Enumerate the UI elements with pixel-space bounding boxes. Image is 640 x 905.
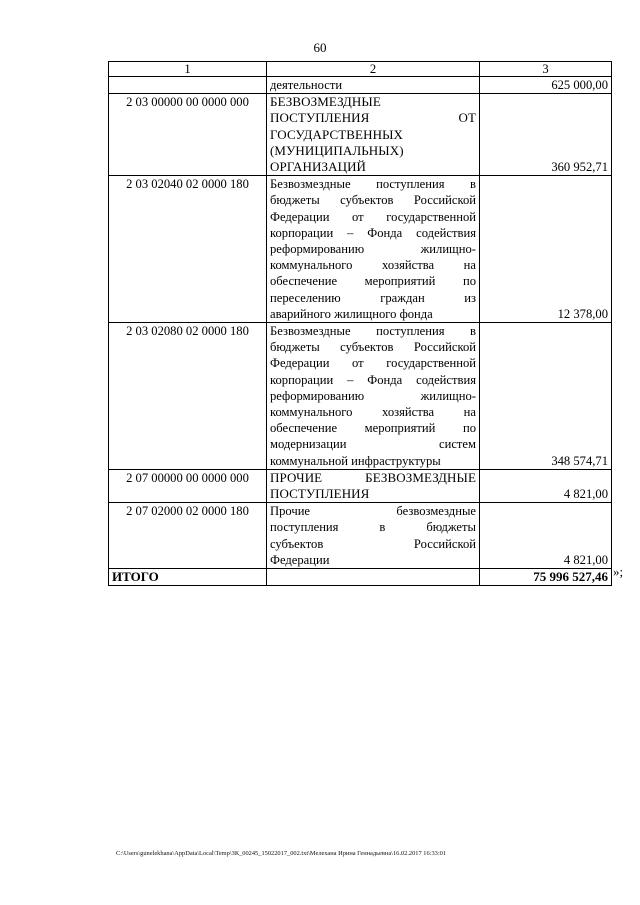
description-line: ПОСТУПЛЕНИЯ — [270, 486, 370, 502]
description-line: Федерации — [270, 552, 330, 567]
description-line: Федерации от государственной — [270, 356, 476, 371]
table-row — [109, 176, 612, 323]
description-line: коммунального хозяйства на — [270, 405, 476, 420]
description-line: коммунальной инфраструктуры — [270, 453, 441, 468]
amount-value: 348 574,71 — [480, 323, 612, 470]
description-line: ПРОЧИЕ БЕЗВОЗМЕЗДНЫЕ — [270, 469, 476, 485]
description-line: субъектов Российской — [270, 536, 476, 551]
amount-value: 625 000,00 — [480, 77, 612, 94]
description-line: Безвозмездные поступления в — [270, 324, 476, 339]
column-header-2: 2 — [267, 62, 480, 77]
budget-code: 2 03 02080 02 0000 180 — [109, 323, 267, 470]
description-line: ГОСУДАРСТВЕННЫХ — [270, 126, 403, 142]
amount-value: 360 952,71 — [480, 94, 612, 176]
closing-quote-mark: »; — [613, 564, 624, 579]
total-label: ИТОГО — [109, 569, 267, 586]
description-line: Федерации от государственной — [270, 209, 476, 224]
revenue-table — [108, 61, 612, 586]
budget-code: 2 03 02040 02 0000 180 — [109, 176, 267, 323]
column-header-1: 1 — [109, 62, 267, 77]
description-line: аварийного жилищного фонда — [270, 306, 433, 321]
total-row — [109, 569, 612, 586]
description-line: (МУНИЦИПАЛЬНЫХ) — [270, 142, 404, 158]
description-line: ОРГАНИЗАЦИЙ — [270, 159, 367, 175]
revenue-description — [267, 77, 480, 94]
amount-value: 4 821,00 — [480, 469, 612, 502]
amount-value: 4 821,00 — [480, 503, 612, 569]
description-line: Прочие безвозмездные — [270, 504, 476, 519]
total-amount: 75 996 527,46 — [480, 569, 612, 586]
description-line: БЕЗВОЗМЕЗДНЫЕ — [270, 94, 381, 110]
total-empty-cell — [267, 569, 480, 586]
description-line: реформированию жилищно- — [270, 242, 476, 257]
description-line: обеспечение мероприятий по — [270, 421, 476, 436]
column-header-3: 3 — [480, 62, 612, 77]
header-row — [109, 62, 612, 77]
description-line: обеспечение мероприятий по — [270, 274, 476, 289]
revenue-description — [267, 503, 480, 569]
budget-code: 2 07 02000 02 0000 180 — [109, 503, 267, 569]
description-line: модернизации систем — [270, 437, 476, 452]
budget-code: 2 07 00000 00 0000 000 — [109, 469, 267, 502]
revenue-description — [267, 469, 480, 502]
page-number: 60 — [313, 40, 327, 55]
amount-value: 12 378,00 — [480, 176, 612, 323]
budget-code: 2 03 00000 00 0000 000 — [109, 94, 267, 176]
description-line: переселению граждан из — [270, 290, 476, 305]
description-line: корпорации – Фонда содействия — [270, 372, 476, 387]
description-line: поступления в бюджеты — [270, 520, 476, 535]
description-line: ПОСТУПЛЕНИЯ ОТ — [270, 110, 476, 126]
description-line: коммунального хозяйства на — [270, 258, 476, 273]
description-line: Безвозмездные поступления в — [270, 177, 476, 192]
revenue-description — [267, 94, 480, 176]
table-row — [109, 94, 612, 176]
table-row — [109, 503, 612, 569]
budget-code — [109, 77, 267, 94]
revenue-description — [267, 176, 480, 323]
file-path-footer: C:\Users\gunelekhana\AppData\Local\Temp\ЗК_00245_15022017_002.txt\Мелехана Ирина Геннадьевна\16.02.2017 16:33:01 — [116, 850, 447, 857]
revenue-description — [267, 323, 480, 470]
table-row — [109, 77, 612, 94]
description-line: бюджеты субъектов Российской — [270, 340, 476, 355]
description-line: деятельности — [270, 78, 343, 92]
description-line: корпорации – Фонда содействия — [270, 225, 476, 240]
description-line: реформированию жилищно- — [270, 388, 476, 403]
table-row — [109, 323, 612, 470]
table-row — [109, 469, 612, 502]
description-line: бюджеты субъектов Российской — [270, 193, 476, 208]
